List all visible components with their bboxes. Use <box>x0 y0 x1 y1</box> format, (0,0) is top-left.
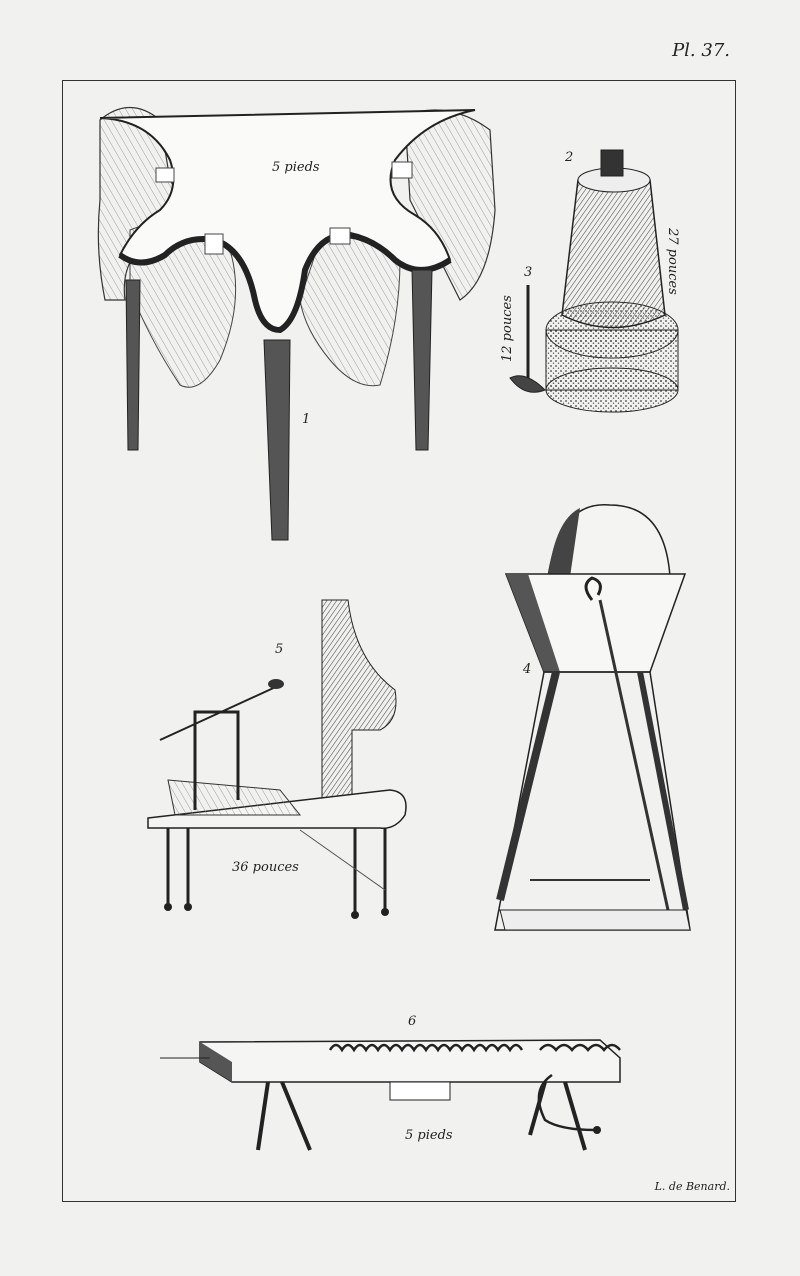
figure-3-label: 3 <box>524 265 533 280</box>
engraver-signature: L. de Benard. <box>654 1180 730 1193</box>
figure-3-dimension: 12 pouces <box>500 295 515 362</box>
figure-1-label: 1 <box>302 412 311 427</box>
figure-4-stand <box>495 505 690 930</box>
figure-2-label: 2 <box>565 150 574 165</box>
figure-5-dimension: 36 pouces <box>232 860 299 875</box>
figure-2-block <box>546 150 678 412</box>
figure-1-dimension: 5 pieds <box>272 160 320 175</box>
figure-6-label: 6 <box>408 1014 417 1029</box>
plate-number: Pl. 37. <box>672 40 730 61</box>
figure-4-label: 4 <box>523 662 532 677</box>
figure-6-long-bench <box>160 1040 620 1150</box>
figure-6-dimension: 5 pieds <box>405 1128 453 1143</box>
figure-5-label: 5 <box>275 642 284 657</box>
figure-2-dimension: 27 pouces <box>665 228 680 295</box>
figure-3-tool <box>510 285 545 392</box>
